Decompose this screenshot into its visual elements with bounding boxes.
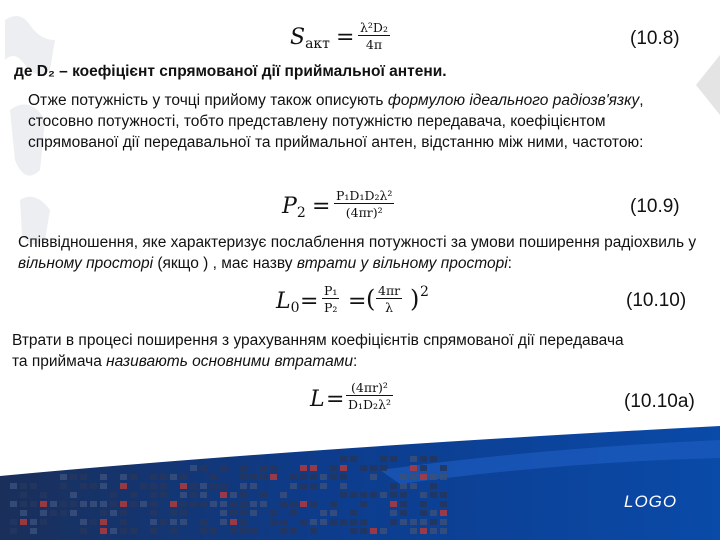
paragraph-3: Співвідношення, яке характеризує послаблення потужності за умови поширення радіохвиль у вільному просторі (якщо ) , має назву втрати у вільному просторі: xyxy=(18,234,697,272)
paragraph-2: Отже потужність у точці прийому також описують формулою ідеального радіозв'язку, стосовно потужності, тобто представлену потужністю передавача, коефіцієнтом спрямованої дії передавальної та приймальної антен, відстанню між ними, частотою: xyxy=(28,92,644,151)
numerator: P₁ xyxy=(324,283,338,298)
footer-decoration xyxy=(0,418,720,540)
formula-10-8: Sакт = $\frac{\text{λ²D₂}}{4\pi}$ xyxy=(290,20,388,52)
formula-10-10: L0 = $\frac{\text{P₁}}{\text{P₂}}$ = ( $\frac{4\pi r}{\lambda}$ ) 2 xyxy=(276,283,429,316)
paragraph-4: Втрати в процесі поширення з урахуванням коефіцієнтів спрямованої дії передавача та приймача називають основними втратами: xyxy=(12,332,624,370)
denominator: 4π xyxy=(358,35,390,52)
formula-lhs: P2 xyxy=(282,194,306,221)
fraction xyxy=(358,20,390,52)
denominator: λ xyxy=(376,298,402,315)
fraction xyxy=(346,380,393,412)
equation-number: (10.10) xyxy=(626,290,687,311)
numerator: P₁D₁D₂λ² xyxy=(336,188,393,203)
free-space-loss-term: втрати у вільному просторі xyxy=(296,255,508,272)
fraction xyxy=(334,188,394,220)
basic-loss-term: називають основними втратами xyxy=(106,353,353,370)
denominator: P₂ xyxy=(324,300,338,315)
free-space-term: вільному просторі xyxy=(18,255,154,272)
numerator: λ²D₂ xyxy=(360,20,388,35)
formula-lhs: L xyxy=(310,387,325,412)
formula-lhs: Sакт xyxy=(290,25,330,52)
formula-10-10a: L = $\frac{\text{(4πr)²}}{\text{D₁D₂λ²}}$ xyxy=(310,380,391,412)
numerator: 4πr xyxy=(378,283,401,298)
formula-lhs: L0 xyxy=(276,289,300,316)
ideal-radiolink-formula-term: формулою ідеального радіозв'язку xyxy=(387,92,640,109)
fraction-power-ratio xyxy=(322,283,339,315)
equation-number: (10.8) xyxy=(630,28,680,49)
logo-text: LOGO xyxy=(624,492,678,511)
denominator: (4πr)² xyxy=(334,203,394,220)
numerator: (4πr)² xyxy=(351,380,388,395)
fraction-distance-ratio xyxy=(376,283,402,315)
paragraph-1: де D₂ – коефіцієнт спрямованої дії приймальної антени. xyxy=(14,63,447,80)
equation-number: (10.10a) xyxy=(624,391,695,412)
formula-10-9: P2 = $\frac{\text{P₁D₁D₂λ²}}{\text{(4πr)²}}$ xyxy=(282,188,393,221)
denominator: D₁D₂λ² xyxy=(348,397,391,412)
equation-number: (10.9) xyxy=(630,196,680,217)
